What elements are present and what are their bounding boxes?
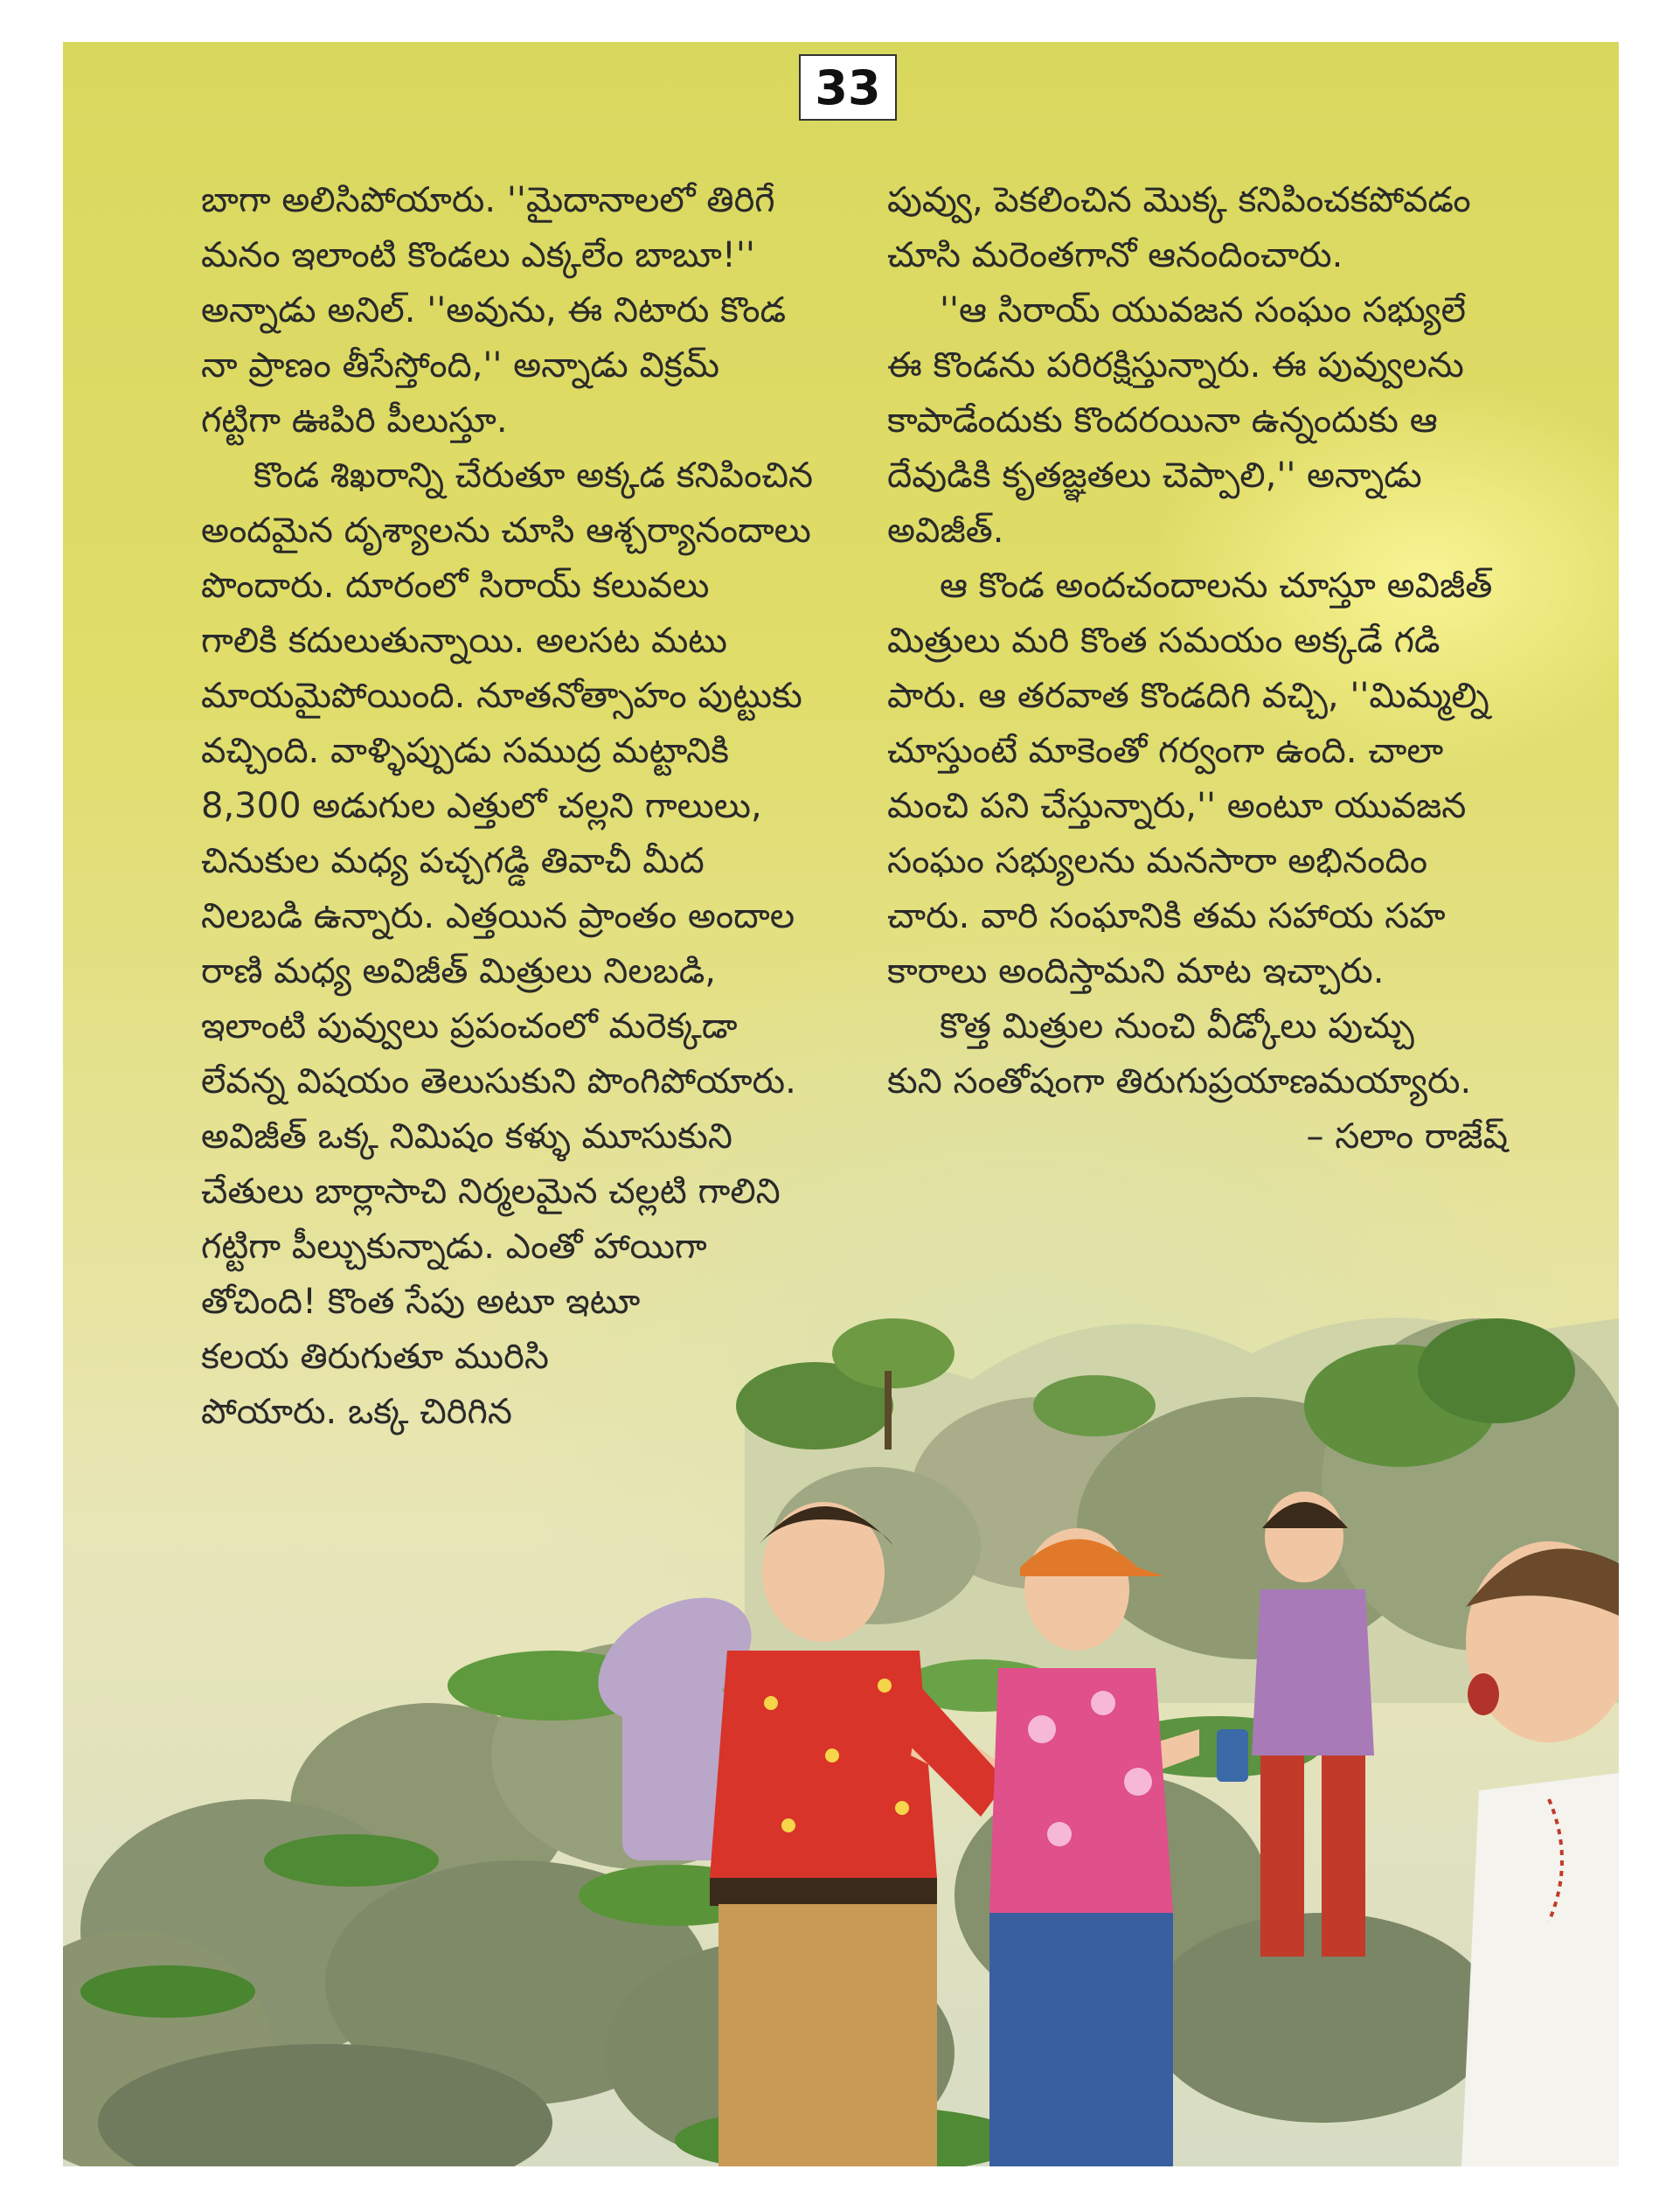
text-line: వచ్చింది. వాళ్ళిప్పుడు సముద్ర మట్టానికి <box>201 731 730 771</box>
text-line: అవిజీత్ ఒక్క నిమిషం కళ్ళు మూసుకుని <box>201 1116 732 1157</box>
text-line: మంచి పని చేస్తున్నారు,'' అంటూ యువజన <box>887 786 1467 826</box>
text-line: అందమైన దృశ్యాలను చూసి ఆశ్చర్యానందాలు <box>201 511 811 551</box>
text-line: కలయ తిరుగుతూ మురిసి <box>201 1337 549 1377</box>
text-line: కొండ శిఖరాన్ని చేరుతూ అక్కడ కనిపించిన <box>253 455 814 496</box>
text-line: చినుకుల మధ్య పచ్చగడ్డి తివాచీ మీద <box>201 841 705 881</box>
page-number: 33 <box>799 54 897 121</box>
text-line: ఇలాంటి పువ్వులు ప్రపంచంలో మరెక్కడా <box>201 1006 738 1046</box>
text-line: నా ప్రాణం తీసేస్తోంది,'' అన్నాడు విక్రమ్ <box>201 345 720 386</box>
text-line: మిత్రులు మరి కొంత సమయం అక్కడే గడి <box>887 621 1440 661</box>
text-line: లేవన్న విషయం తెలుసుకుని పొంగిపోయారు. <box>201 1061 796 1102</box>
text-line: పోయారు. ఒక్క చిరిగిన <box>201 1392 512 1432</box>
text-line: అన్నాడు అనిల్. ''అవును, ఈ నిటారు కొండ <box>201 290 787 330</box>
text-line: రాణి మధ్య అవిజీత్ మిత్రులు నిలబడి, <box>201 951 717 991</box>
text-line: సంఘం సభ్యులను మనసారా అభినందిం <box>887 841 1428 881</box>
text-line: కాపాడేందుకు కొందరయినా ఉన్నందుకు ఆ <box>887 400 1438 441</box>
text-line: తోచింది! కొంత సేపు అటూ ఇటూ <box>201 1282 641 1322</box>
text-line: చూస్తుంటే మాకెంతో గర్వంగా ఉంది. చాలా <box>887 731 1444 771</box>
text-line: చూసి మరెంతగానో ఆనందించారు. <box>887 235 1343 275</box>
text-line: కారాలు అందిస్తామని మాట ఇచ్చారు. <box>887 951 1385 991</box>
text-line: పువ్వు, పెకలించిన మొక్క కనిపించకపోవడం <box>887 180 1471 220</box>
text-line: ''ఆ సిరాయ్ యువజన సంఘం సభ్యులే <box>940 290 1466 330</box>
text-line: నిలబడి ఉన్నారు. ఎత్తయిన ప్రాంతం అందాల <box>201 896 795 936</box>
text-line: ఆ కొండ అందచందాలను చూస్తూ అవిజీత్ <box>940 566 1493 606</box>
right-text-column <box>887 173 1604 1165</box>
text-line: చారు. వారి సంఘానికి తమ సహాయ సహ <box>887 896 1446 936</box>
text-line: ఈ కొండను పరిరక్షిస్తున్నారు. ఈ పువ్వులను <box>887 345 1464 386</box>
text-line: గాలికి కదులుతున్నాయి. అలసట మటు <box>201 621 728 661</box>
text-line: మనం ఇలాంటి కొండలు ఎక్కలేం బాబూ!'' <box>201 235 755 275</box>
text-line: దేవుడికి కృతజ్ఞతలు చెప్పాలి,'' అన్నాడు <box>887 455 1422 496</box>
text-line: 8,300 అడుగుల ఎత్తులో చల్లని గాలులు, <box>201 786 762 826</box>
magazine-page <box>63 42 1619 2166</box>
text-line: గట్టిగా ఊపిరి పీలుస్తూ. <box>201 400 508 441</box>
text-line: చేతులు బార్లాసాచి నిర్మలమైన చల్లటి గాలిని <box>201 1172 781 1212</box>
text-line: బాగా అలిసిపోయారు. ''మైదానాలలో తిరిగే <box>201 180 775 220</box>
author-signature: – సలాం రాజేష్ <box>1306 1116 1508 1157</box>
left-text-column <box>201 173 905 1440</box>
text-line: పారు. ఆ తరవాత కొండదిగి వచ్చి, ''మిమ్మల్ని <box>887 676 1489 716</box>
text-line: పొందారు. దూరంలో సిరాయ్ కలువలు <box>201 566 710 606</box>
text-line: మాయమైపోయింది. నూతనోత్సాహం పుట్టుకు <box>201 676 802 716</box>
text-line: అవిజీత్. <box>887 511 1004 551</box>
text-line: గట్టిగా పీల్చుకున్నాడు. ఎంతో హాయిగా <box>201 1227 707 1267</box>
text-line: కొత్త మిత్రుల నుంచి వీడ్కోలు పుచ్చు <box>940 1006 1414 1046</box>
text-line: కుని సంతోషంగా తిరుగుప్రయాణమయ్యారు. <box>887 1061 1472 1102</box>
